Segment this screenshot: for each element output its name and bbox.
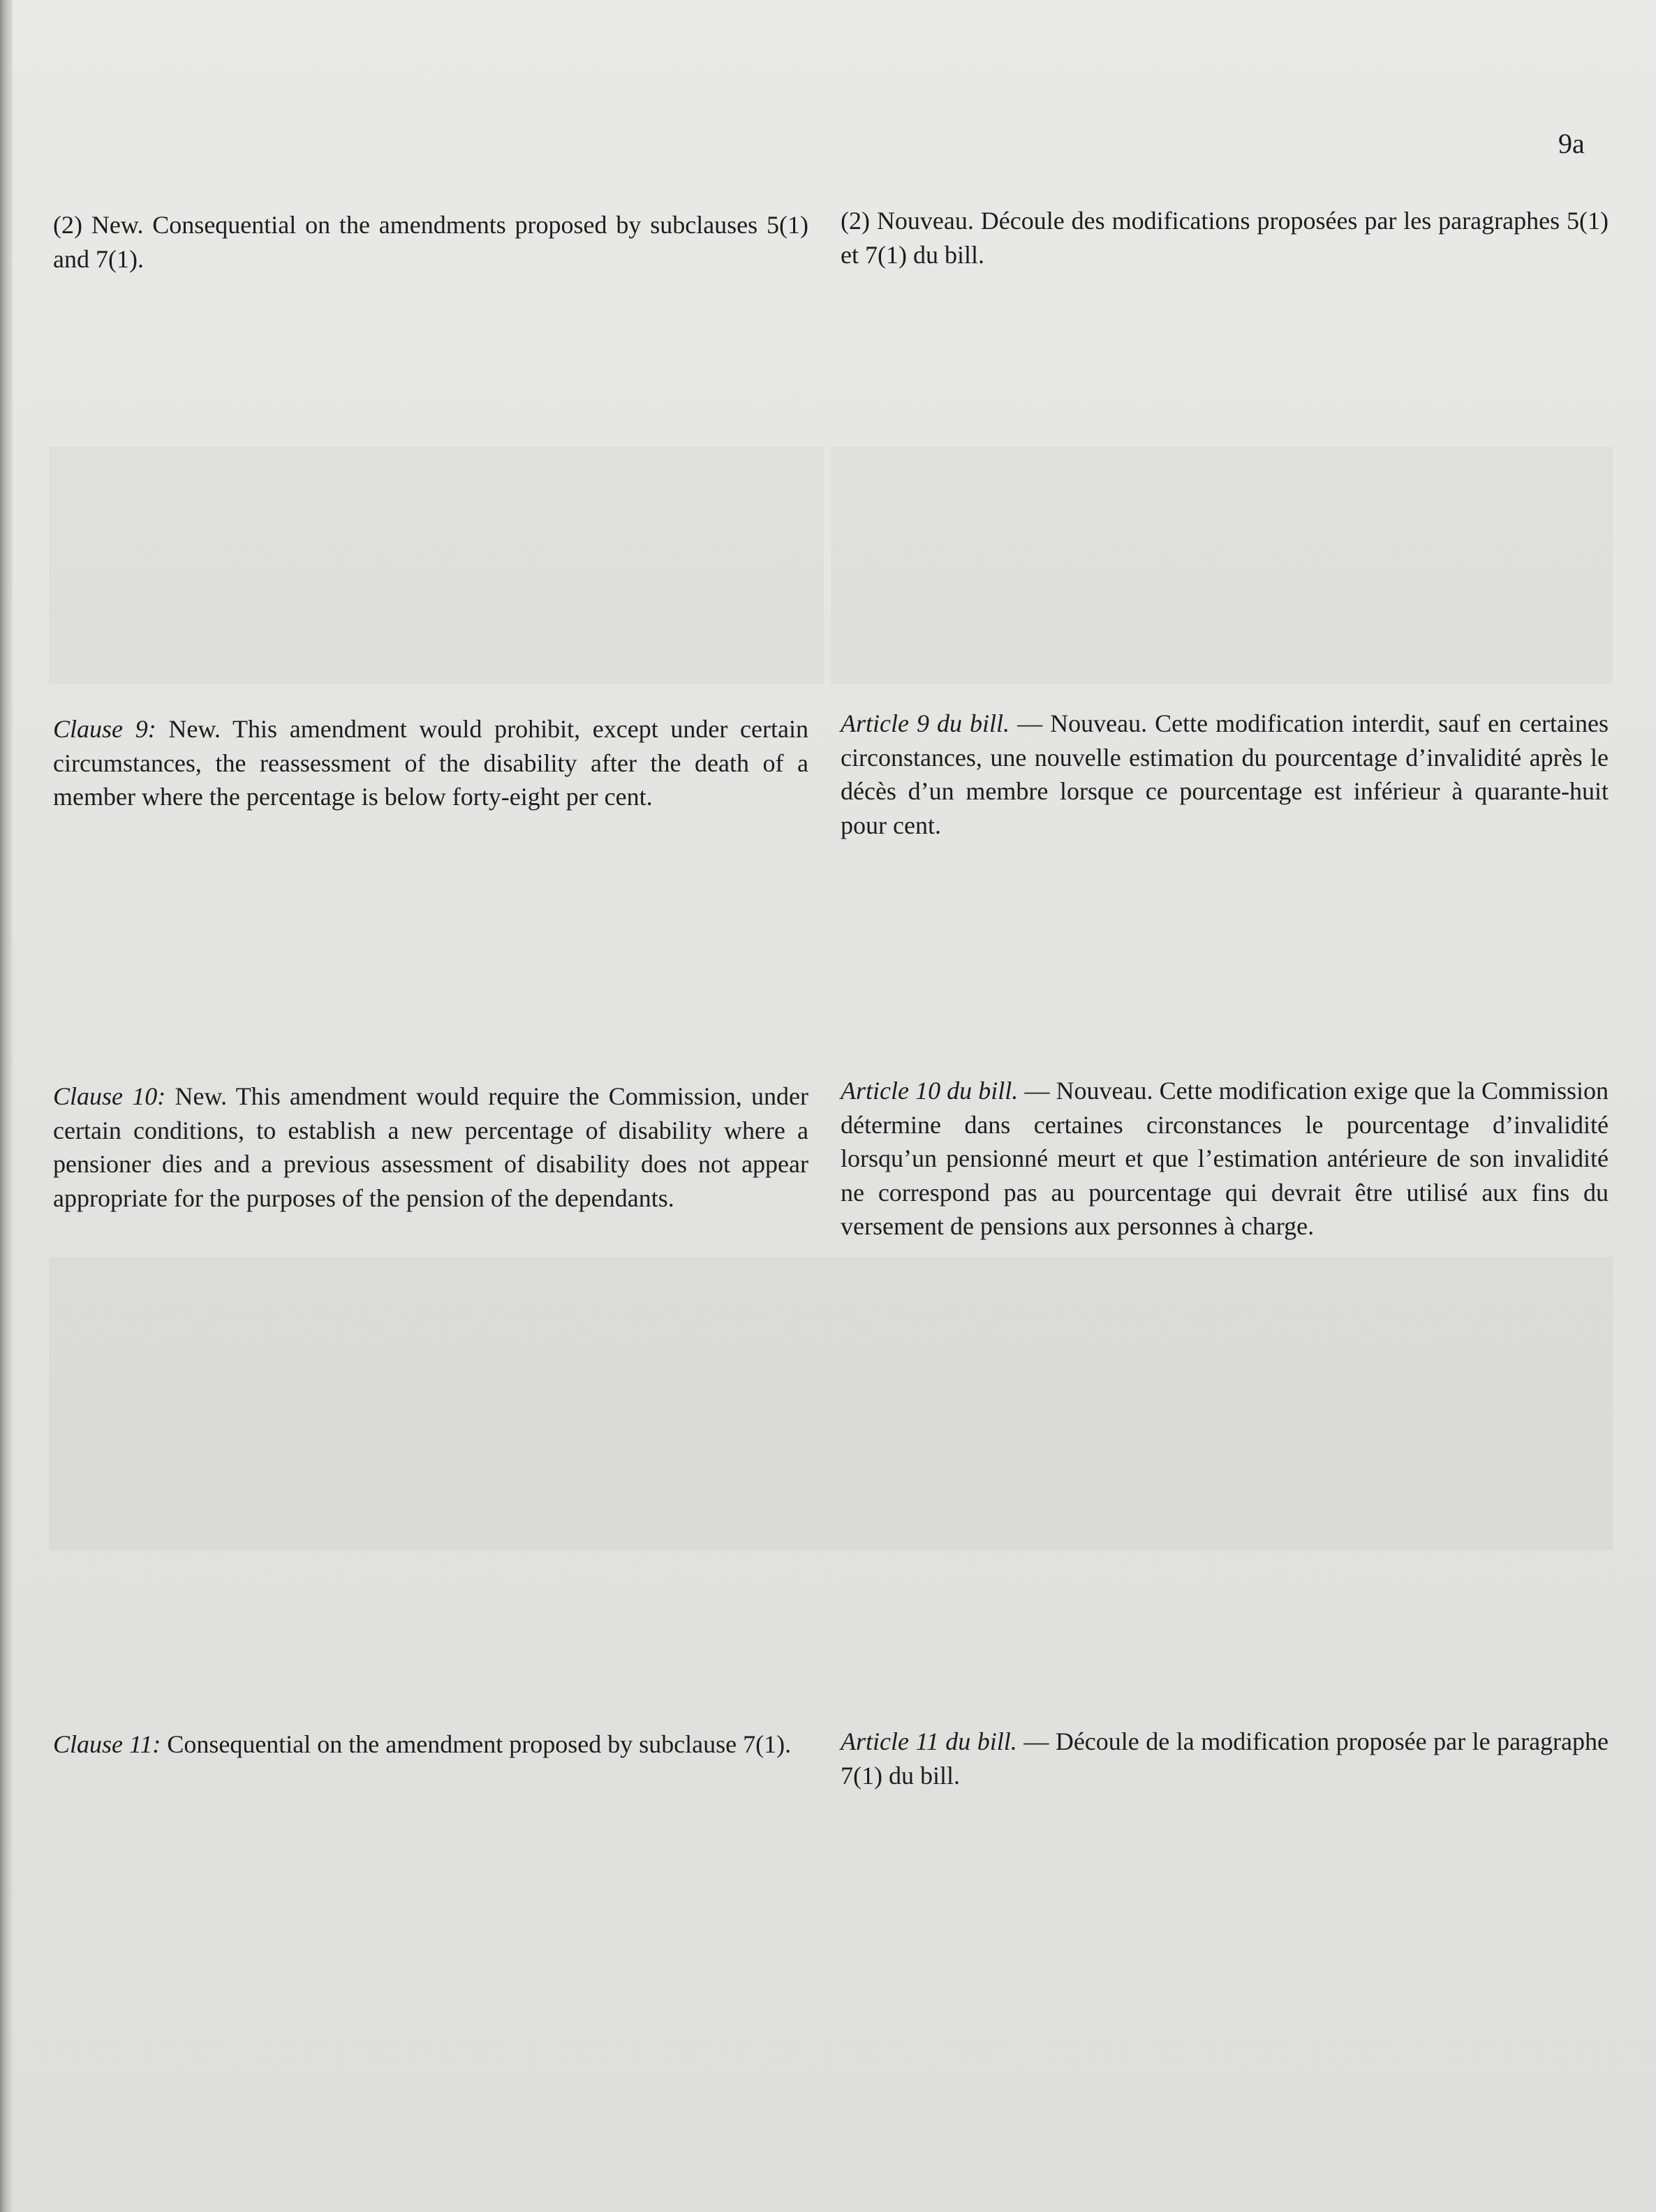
clause-heading: Clause 10:	[53, 1082, 166, 1110]
clause-heading: Article 9 du bill.	[841, 709, 1010, 737]
note-text: (2) Nouveau. Découle des modifications proposées par les paragraphes 5(1) et 7(1) du bill.	[841, 207, 1609, 269]
note-clause-9-french	[841, 707, 1609, 842]
note-1-french	[841, 204, 1609, 272]
note-text: New. This amendment would require the Commission, under certain conditions, to establish a new percentage of disability where a pensioner dies and a previous assessment of disability does not appear appropriate for the purposes of the pension of the dependants.	[53, 1082, 808, 1212]
clause-heading: Clause 11:	[53, 1730, 161, 1758]
page-number: 9a	[1558, 128, 1585, 159]
note-1-english	[53, 208, 808, 276]
note-clause-10-english	[53, 1079, 808, 1215]
note-text: Consequential on the amendment proposed by subclause 7(1).	[161, 1730, 792, 1758]
note-text: New. This amendment would prohibit, except under certain circumstances, the reassessment of the disability after the death of a member where the percentage is below forty-eight per cent.	[53, 715, 808, 811]
note-clause-11-english	[53, 1727, 808, 1762]
clause-heading: Article 11 du bill.	[841, 1727, 1017, 1755]
note-text: (2) New. Consequential on the amendments proposed by subclauses 5(1) and 7(1).	[53, 211, 808, 273]
note-text: — Nouveau. Cette modification interdit, sauf en certaines circonstances, une nouvelle estimation du pourcentage d’invalidité après le décès d’un membre lorsque ce pourcentage est inférieur à quarante-huit pour cent.	[841, 709, 1609, 839]
note-clause-9-english	[53, 712, 808, 814]
clause-heading: Clause 9:	[53, 715, 156, 743]
page-binding-edge	[0, 0, 13, 2212]
note-text: — Découle de la modification proposée par le paragraphe 7(1) du bill.	[841, 1727, 1609, 1790]
note-text: — Nouveau. Cette modification exige que la Commission détermine dans certaines circonstances le pourcentage d’invalidité lorsqu’un pensionné meurt et que l’estimation antérieure de son invalidité ne correspond pas au pourcentage qui devrait être utilisé aux fins du versement de pensions aux personnes à charge.	[841, 1077, 1609, 1240]
note-clause-10-french	[841, 1074, 1609, 1244]
note-clause-11-french	[841, 1725, 1609, 1792]
clause-heading: Article 10 du bill.	[841, 1077, 1019, 1105]
bleed-through-left	[49, 447, 824, 684]
bleed-through-lower	[49, 1257, 1613, 1550]
bleed-through-right	[831, 447, 1613, 684]
